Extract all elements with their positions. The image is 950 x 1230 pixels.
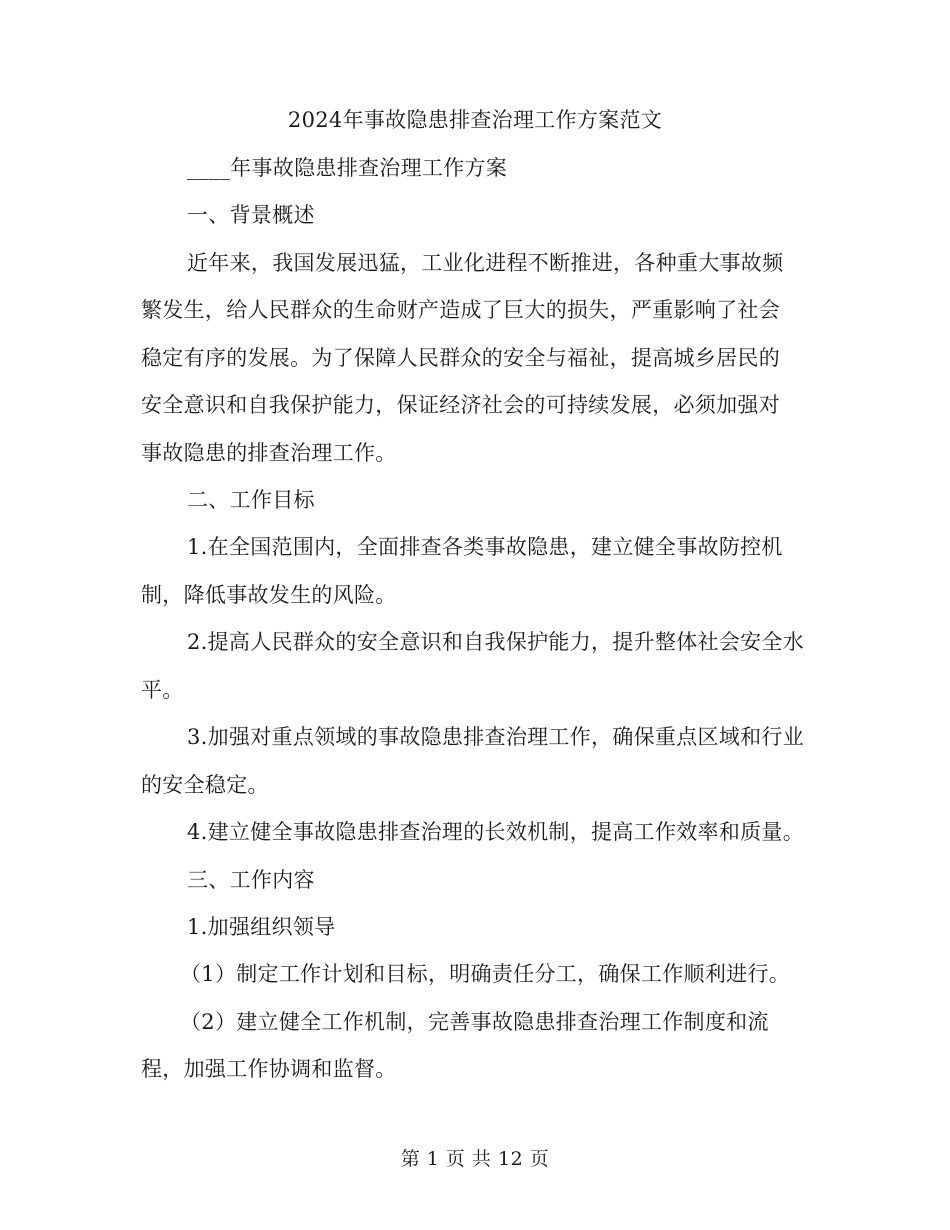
paragraph-line: 4.建立健全事故隐患排查治理的长效机制，提高工作效率和质量。 — [187, 820, 805, 844]
section-heading-2: 二、工作目标 — [187, 488, 315, 512]
paragraph-line: 的安全稳定。 — [141, 773, 269, 797]
paragraph-line: 3.加强对重点领域的事故隐患排查治理工作，确保重点区域和行业 — [187, 725, 805, 749]
paragraph-line: 稳定有序的发展。为了保障人民群众的安全与福祉，提高城乡居民的 — [141, 346, 780, 370]
paragraph-line: （1）制定工作计划和目标，明确责任分工，确保工作顺利进行。 — [180, 962, 791, 986]
paragraph-line: 繁发生，给人民群众的生命财产造成了巨大的损失，严重影响了社会 — [141, 298, 780, 322]
paragraph-line: 安全意识和自我保护能力，保证经济社会的可持续发展，必须加强对 — [141, 393, 780, 417]
paragraph-line: 程，加强工作协调和监督。 — [141, 1057, 397, 1081]
paragraph-line: 近年来，我国发展迅猛，工业化进程不断推进，各种重大事故频 — [187, 251, 784, 275]
subtitle: ____年事故隐患排查治理工作方案 — [187, 156, 508, 180]
paragraph-line: 2.提高人民群众的安全意识和自我保护能力，提升整体社会安全水 — [187, 630, 805, 654]
subsection-heading: 1.加强组织领导 — [187, 915, 336, 939]
paragraph-line: 1.在全国范围内，全面排查各类事故隐患，建立健全事故防控机 — [187, 535, 783, 559]
paragraph-line: 事故隐患的排查治理工作。 — [141, 441, 397, 465]
section-heading-3: 三、工作内容 — [187, 868, 315, 892]
paragraph-line: （2）建立健全工作机制，完善事故隐患排查治理工作制度和流 — [180, 1010, 769, 1034]
paragraph-line: 平。 — [141, 678, 184, 702]
paragraph-line: 制，降低事故发生的风险。 — [141, 583, 397, 607]
page-number: 第 1 页 共 12 页 — [400, 1148, 550, 1170]
document-title: 2024年事故隐患排查治理工作方案范文 — [287, 108, 663, 132]
section-heading-1: 一、背景概述 — [187, 203, 315, 227]
